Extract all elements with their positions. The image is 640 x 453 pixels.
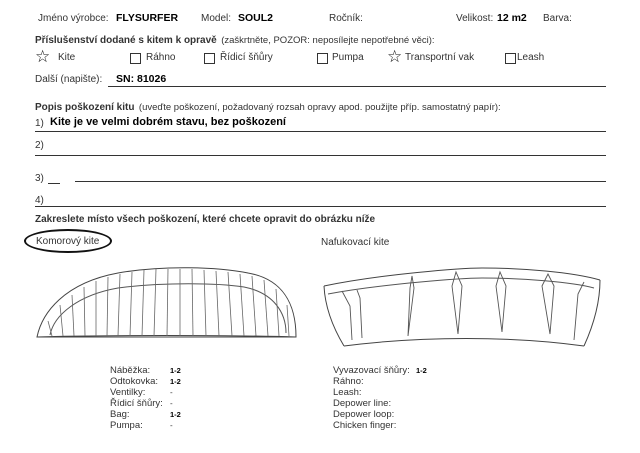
part-value: 1-2 <box>170 410 181 419</box>
star-check-icon[interactable]: ☆ <box>35 47 51 66</box>
damage-line-rule <box>35 131 606 132</box>
damage-line-number: 4) <box>35 195 44 206</box>
inflatable-kite-label: Nafukovací kite <box>321 237 390 248</box>
part-value: - <box>170 421 173 430</box>
damage-line-rule <box>35 155 606 156</box>
part-label: Ráhno: <box>333 376 364 387</box>
drawing-title: Zakreslete místo všech poškození, které chcete opravit do obrázku níže <box>35 214 376 225</box>
part-label: Depower loop: <box>333 409 395 420</box>
damage-line-rule <box>48 183 60 184</box>
part-value: 1-2 <box>170 366 181 375</box>
accessory-lines-label: Řídicí šňůry <box>220 52 273 63</box>
damage-heading <box>35 97 501 115</box>
manufacturer-label: Jméno výrobce: <box>38 13 109 24</box>
accessory-lines-checkbox[interactable] <box>204 53 215 64</box>
other-label: Další (napište): <box>35 74 103 85</box>
other-value: SN: 81026 <box>116 73 167 85</box>
part-label: Bag: <box>110 409 130 420</box>
part-label: Pumpa: <box>110 420 143 431</box>
inflatable-kite-diagram[interactable] <box>322 266 604 348</box>
foil-kite-diagram[interactable] <box>34 265 300 345</box>
parts-left-labels <box>110 365 163 431</box>
part-label: Ventilky: <box>110 387 146 398</box>
accessory-bag-label: Transportní vak <box>405 52 475 63</box>
accessory-leash-checkbox[interactable] <box>505 53 516 64</box>
model-label: Model: <box>201 13 232 24</box>
part-label: Náběžka: <box>110 365 151 376</box>
color-label: Barva: <box>543 13 572 24</box>
part-label: Leash: <box>333 387 362 398</box>
accessory-leash-label: Leash <box>517 52 545 63</box>
part-value: 1-2 <box>170 377 181 386</box>
accessories-title: Příslušenství dodané s kitem k opravě <box>35 35 217 46</box>
part-label: Depower line: <box>333 398 392 409</box>
year-label: Ročník: <box>329 13 363 24</box>
accessory-rahno-label: Ráhno <box>146 52 176 63</box>
part-label: Vyvazovací šňůry: <box>333 365 410 376</box>
accessory-pump-checkbox[interactable] <box>317 53 328 64</box>
accessories-heading <box>35 30 435 48</box>
accessories-note: (zaškrtněte, POZOR: neposílejte nepotřebné věci): <box>221 35 435 46</box>
part-value: - <box>170 399 173 408</box>
damage-line-number: 3) <box>35 173 44 184</box>
foil-kite-label: Komorový kite <box>36 236 100 247</box>
part-label: Chicken finger: <box>333 420 397 431</box>
size-label: Velikost: <box>456 13 494 24</box>
parts-left-values <box>170 365 181 431</box>
accessory-kite-label: Kite <box>58 52 76 63</box>
star-check-icon[interactable]: ☆ <box>387 47 403 66</box>
damage-title: Popis poškození kitu <box>35 102 135 113</box>
damage-note: (uveďte poškození, požadovaný rozsah opravy apod. použijte příp. samostatný papír): <box>138 102 501 113</box>
part-label: Řídicí šňůry: <box>110 398 163 409</box>
damage-line-rule <box>35 206 606 207</box>
size-value: 12 m2 <box>497 12 527 24</box>
accessory-pump-label: Pumpa <box>332 52 364 63</box>
damage-line-number: 2) <box>35 140 44 151</box>
damage-line-number: 1) <box>35 118 44 129</box>
accessory-rahno-checkbox[interactable] <box>130 53 141 64</box>
part-label: Odtokovka: <box>110 376 159 387</box>
part-value: 1-2 <box>416 366 427 375</box>
model-value: SOUL2 <box>238 12 274 24</box>
part-value: - <box>170 388 173 397</box>
manufacturer-value: FLYSURFER <box>116 12 179 24</box>
damage-line-rule <box>75 181 606 182</box>
other-line <box>108 86 606 87</box>
damage-line-text: Kite je ve velmi dobrém stavu, bez poškození <box>50 116 286 128</box>
parts-right-labels <box>333 365 410 431</box>
